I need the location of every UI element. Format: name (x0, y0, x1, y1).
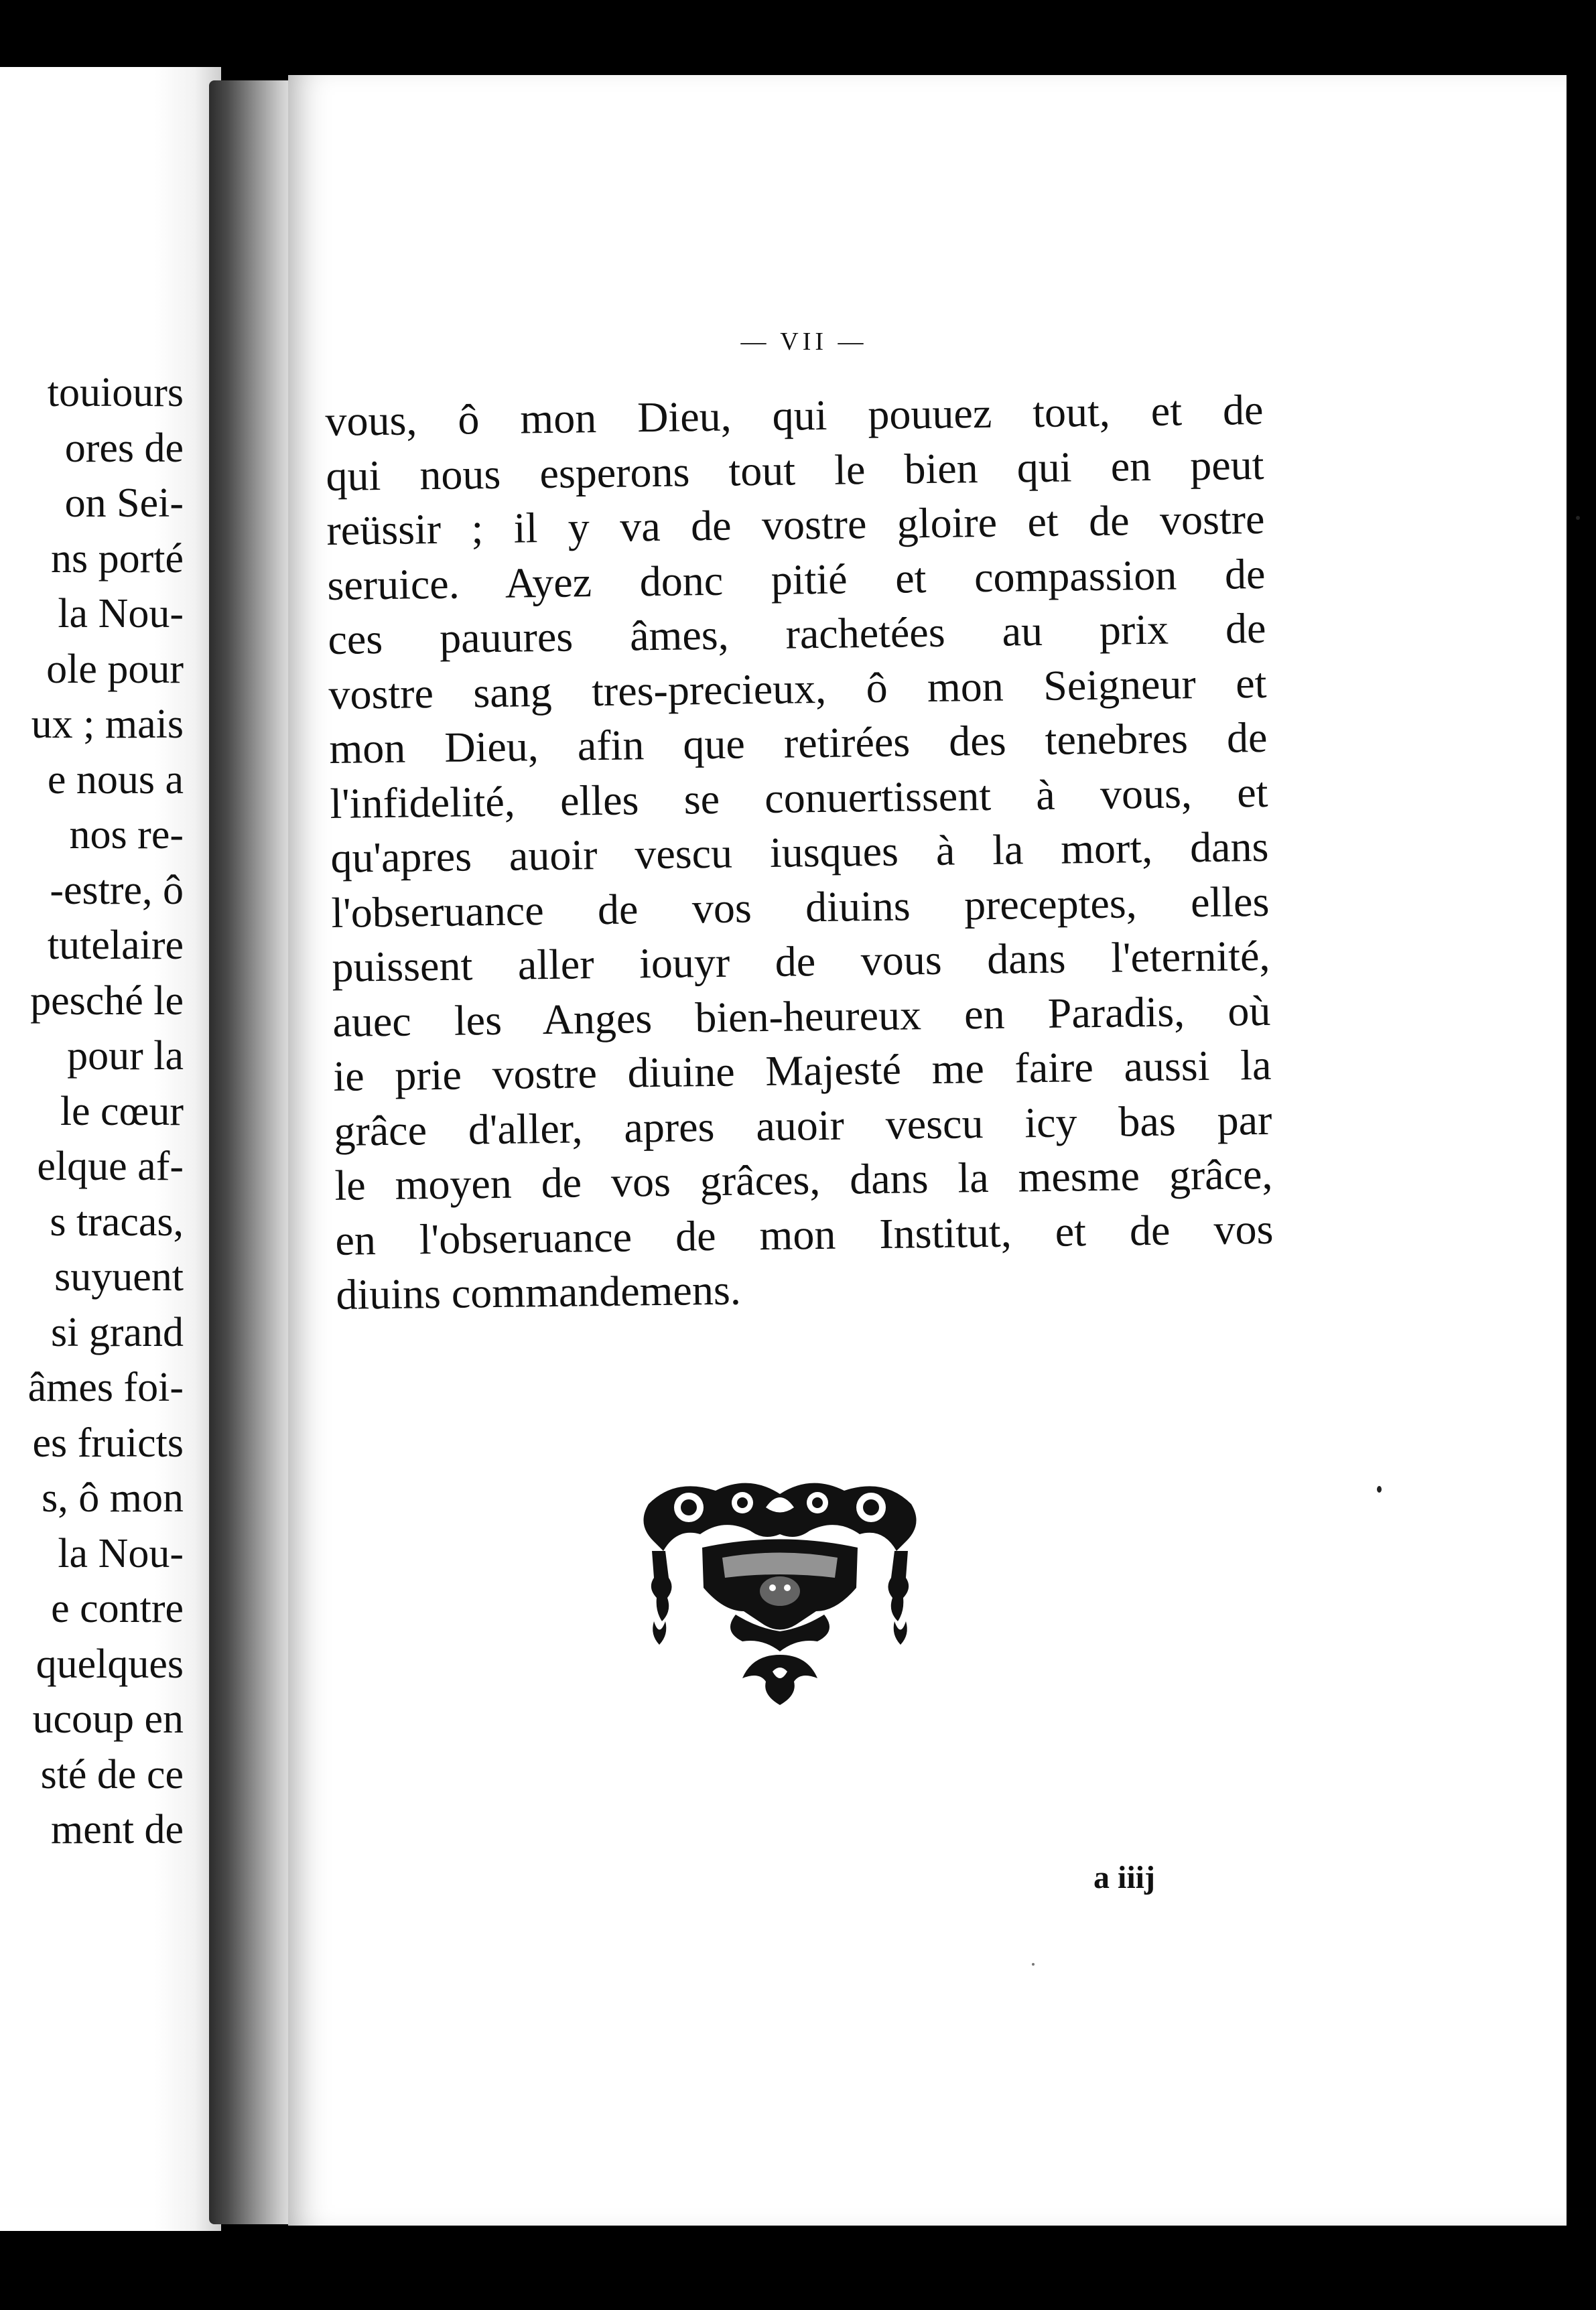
left-page-line: ole pour (46, 646, 184, 692)
scan-speck (1576, 516, 1580, 520)
left-page-line: sté de ce (40, 1751, 184, 1797)
text-line: qui nous esperons tout le bien qui en peut (326, 440, 1264, 500)
left-page-line: -estre, ô (50, 867, 184, 913)
left-page-line: touiours (47, 370, 184, 415)
left-page-line: âmes foi- (27, 1365, 184, 1410)
body-text (325, 383, 1274, 1322)
text-line: seruice. Ayez donc pitié et compassion de (327, 549, 1266, 609)
left-page-line: tutelaire (47, 923, 184, 968)
left-page-line: suyuent (54, 1254, 184, 1300)
left-facing-page (0, 67, 221, 2231)
left-page-line: ns porté (50, 535, 184, 582)
left-page-line: elque af- (37, 1144, 184, 1189)
scan-speck (1032, 1963, 1035, 1966)
left-page-line: e contre (51, 1586, 184, 1631)
signature-mark: a iiij (1093, 1860, 1155, 1895)
text-line: l'obseruance de vos diuins preceptes, elles (331, 877, 1270, 937)
left-page-line: la Nou- (58, 1530, 184, 1576)
left-page-line: s, ô mon (42, 1475, 184, 1521)
left-page-line: pour la (67, 1033, 184, 1079)
left-page-line: e nous a (47, 756, 184, 803)
text-line: grâce d'aller, apres auoir vescu icy bas par (334, 1095, 1272, 1155)
text-line: l'infidelité, elles se conuertissent à vous, et (330, 768, 1268, 827)
text-line: ie prie vostre diuine Majesté me faire aussi la (333, 1040, 1272, 1100)
text-line: vostre sang tres-precieux, ô mon Seigneur et (328, 659, 1267, 718)
text-line: ces pauures âmes, rachetées au prix de (328, 604, 1266, 663)
text-line: qu'apres auoir vescu iusques à la mort, dans (330, 822, 1269, 882)
text-line: mon Dieu, afin que retirées des tenebres de (329, 713, 1268, 772)
left-page-line: pesché le (30, 977, 184, 1024)
text-line: vous, ô mon Dieu, qui pouuez tout, et de (325, 385, 1264, 445)
left-page-line: s tracas, (50, 1199, 184, 1245)
left-page-line: es fruicts (32, 1420, 184, 1466)
left-page-line: ment de (51, 1807, 184, 1852)
left-page-line: quelques (36, 1641, 184, 1687)
left-page-line: on Sei- (64, 480, 184, 526)
left-page-line: nos re- (69, 812, 184, 858)
text-line: diuins commandemens. (335, 1266, 742, 1318)
fleuron-ornament-icon (635, 1477, 925, 1705)
left-page-text (28, 365, 184, 1858)
scan-speck (1377, 1486, 1382, 1493)
text-line: en l'obseruance de mon Institut, et de vos (334, 1205, 1274, 1264)
text-line: reüssir ; il y va de vostre gloire et de vostre (326, 494, 1265, 554)
text-line: le moyen de vos grâces, dans la mesme grâce, (334, 1150, 1273, 1209)
left-page-line: si grand (50, 1309, 184, 1355)
left-page-line: le cœur (60, 1088, 184, 1134)
left-page-line: ucoup en (32, 1696, 184, 1742)
left-page-line: la Nou- (58, 591, 184, 636)
text-line: puissent aller iouyr de vous dans l'eternité, (332, 931, 1270, 991)
text-line: auec les Anges bien-heureux en Paradis, où (332, 986, 1271, 1046)
running-head-page-number: — VII — (740, 328, 868, 356)
left-page-line: ux ; mais (31, 701, 184, 747)
left-page-line: ores de (64, 425, 184, 471)
